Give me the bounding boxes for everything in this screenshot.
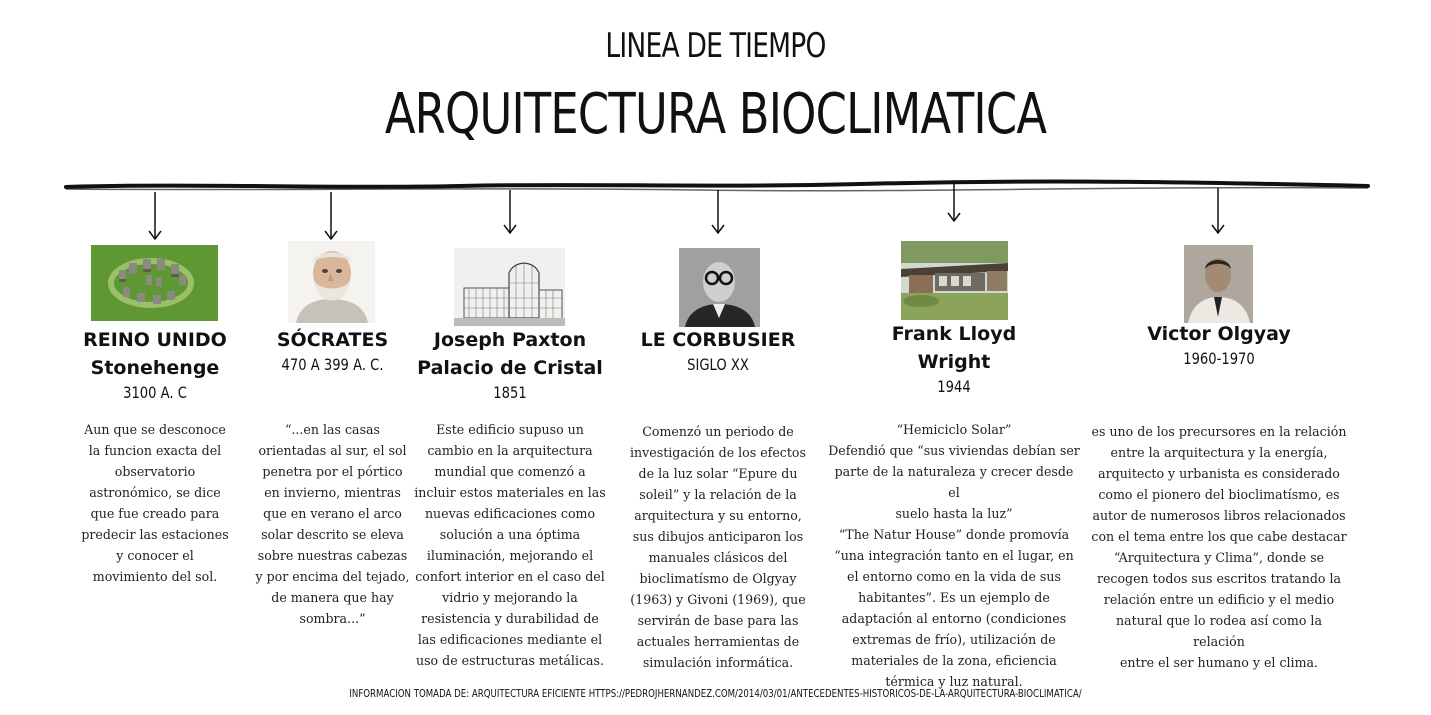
victor-olgyay-portrait xyxy=(1184,245,1253,323)
poster-subtitle: LINEA DE TIEMPO xyxy=(605,26,826,66)
entry-crystal-palace-text: Este edificio supuso un cambio en la arquitectura mundial que comenzó a incluir estos materiales en las nuevas edificaciones como solución a una óptima iluminación, mejorando el confort interior en el caso del vidrio y mejorando la resistencia y durabilidad de las edificaciones mediante el uso de estructuras metálicas. xyxy=(414,422,606,668)
entry-date: SIGLO XX xyxy=(687,355,749,374)
arrow-2 xyxy=(325,192,337,239)
arrow-6 xyxy=(1212,188,1224,233)
stonehenge-photo xyxy=(91,245,218,321)
entry-frank-lloyd-wright xyxy=(828,320,1080,398)
entry-date: 470 A 399 A. C. xyxy=(281,355,384,374)
entry-stonehenge-text: Aun que se desconoce la funcion exacta del observatorio astronómico, se dice que fue creado para predecir las estaciones y conocer el movimiento del sol. xyxy=(81,422,229,584)
entry-heading: SÓCRATES xyxy=(276,329,389,351)
entry-victor-olgyay-text: es uno de los precursores en la relación entre la arquitectura y la energía, arquitecto y urbanista es considerado como el pionero del bioclimatísmo, es autor de numerosos libros relacionados con el tema entre los que cabe destacar “Arquitectura y Clima”, donde se recogen todos sus escritos tratando la relación entre un edificio y el medio natural que lo rodea así como la relación entre el ser humano y el clima. xyxy=(1091,424,1347,670)
entry-date: 1960-1970 xyxy=(1183,349,1255,368)
entry-socrates xyxy=(250,326,415,376)
entry-le-corbusier xyxy=(622,326,814,376)
crystal-palace-engraving xyxy=(454,248,565,326)
poster-title: ARQUITECTURA BIOCLIMATICA xyxy=(384,82,1047,147)
entry-victor-olgyay xyxy=(1090,320,1348,370)
entry-socrates-text: “...en las casas orientadas al sur, el sol penetra por el pórtico en invierno, mientras que en verano el arco solar descrito se eleva sobre nuestras cabezas y por encima del tejado, de manera que hay sombra...” xyxy=(255,422,410,626)
entry-heading: Victor Olgyay xyxy=(1147,323,1291,345)
arrow-1 xyxy=(149,192,161,239)
arrow-4 xyxy=(712,190,724,233)
entry-date: 3100 A. C xyxy=(123,383,187,402)
entry-heading: Frank Lloyd Wright xyxy=(891,323,1017,373)
entry-heading: LE CORBUSIER xyxy=(640,329,796,351)
arrow-3 xyxy=(504,190,516,233)
entry-stonehenge xyxy=(70,326,240,404)
entry-heading: Joseph Paxton Palacio de Cristal xyxy=(417,329,603,379)
socrates-bust xyxy=(288,241,375,323)
entry-crystal-palace xyxy=(414,326,606,404)
entry-date: 1944 xyxy=(937,377,971,396)
entry-date: 1851 xyxy=(493,383,527,402)
entry-frank-lloyd-wright-text: “Hemiciclo Solar” Defendió que “sus viviendas debían ser parte de la naturaleza y crecer desde el suelo hasta la luz” “The Natur House” donde promovía “una integración tanto en el lugar, en el entorno como en la vida de sus habitantes”. Es un ejemplo de adaptación al entorno (condiciones extremas de frío), utilización de materiales de la zona, eficiencia térmica y luz natural. xyxy=(828,422,1080,689)
entry-le-corbusier-text: Comenzó un periodo de investigación de los efectos de la luz solar “Epure du soleil” y la relación de la arquitectura y su entorno, sus dibujos anticiparon los manuales clásicos del bioclimatísmo de Olgyay (1963) y Givoni (1969), que servirán de base para las actuales herramientas de simulación informática. xyxy=(630,424,806,670)
entry-heading: REINO UNIDO Stonehenge xyxy=(83,329,227,379)
source-footnote: INFORMACION TOMADA DE: ARQUITECTURA EFICIENTE HTTPS://PEDROJHERNANDEZ.COM/2014/03/01/ANTECEDENTES-HISTORICOS-DE-LA-ARQUITECTURA-BIOCLIMATICA/ xyxy=(349,688,1082,700)
hemicycle-house-photo xyxy=(901,241,1008,320)
le-corbusier-portrait xyxy=(679,248,760,327)
timeline-line xyxy=(0,0,1431,240)
